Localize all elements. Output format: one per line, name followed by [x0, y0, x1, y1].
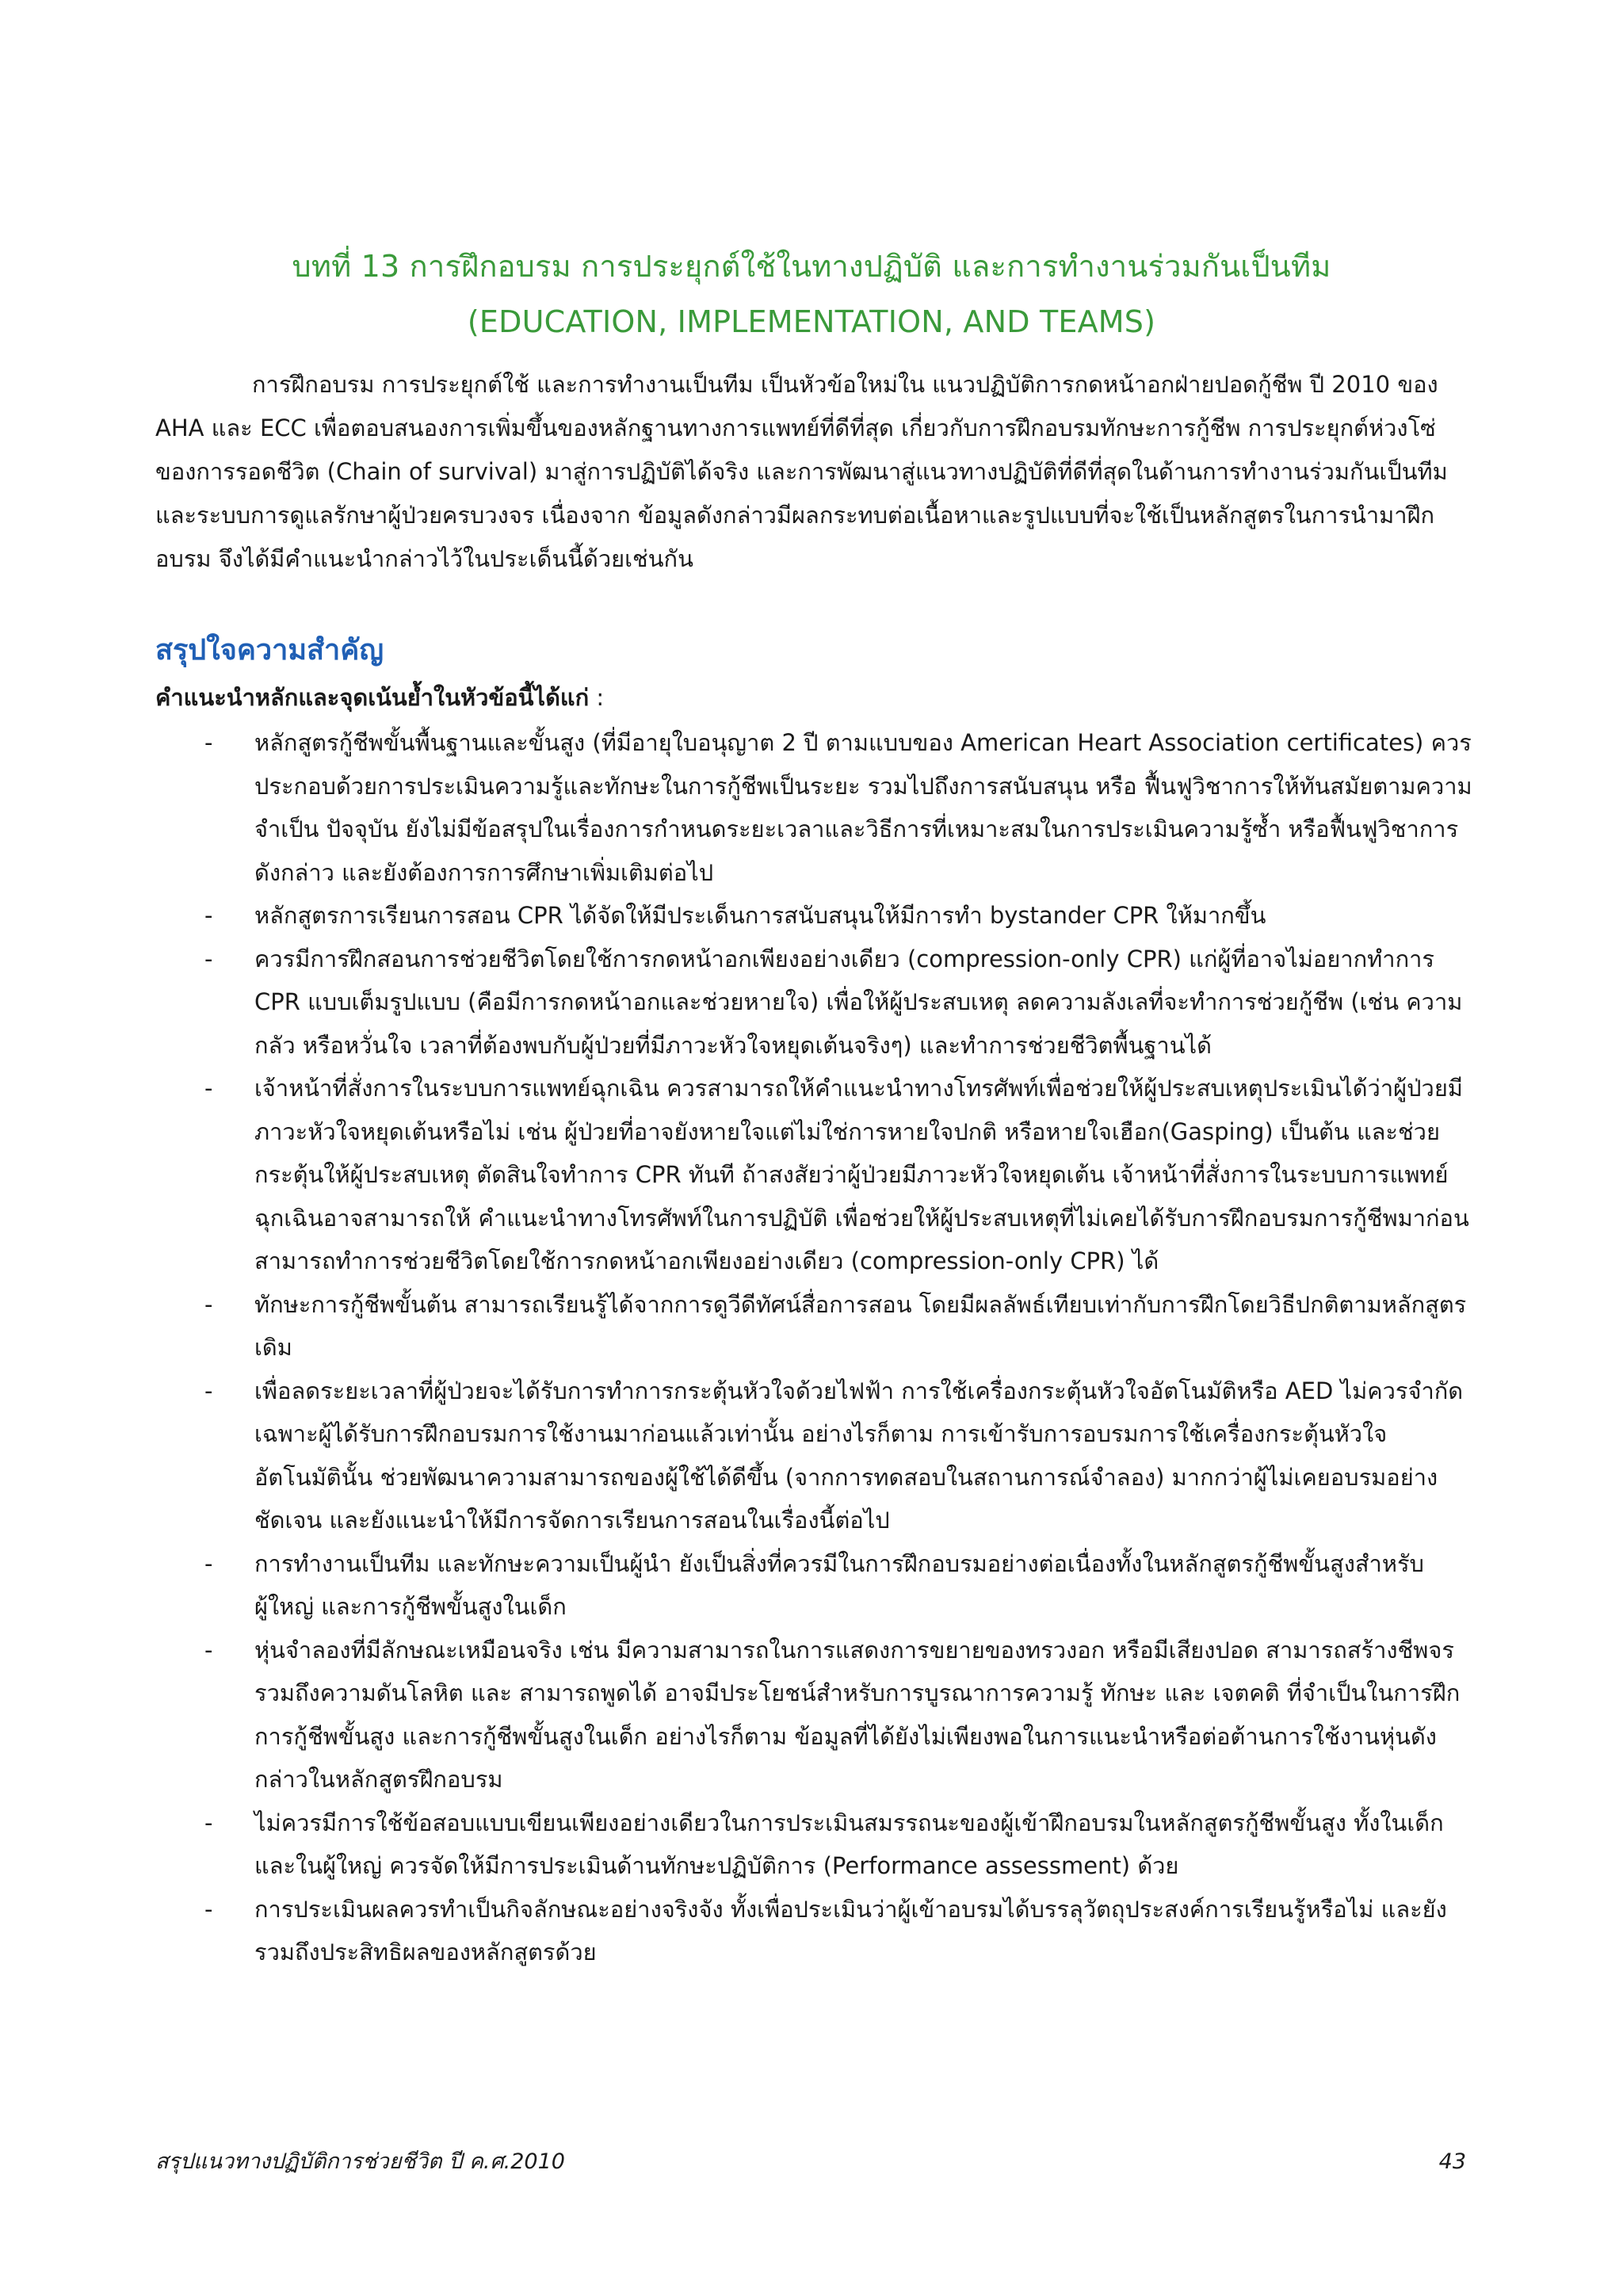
list-item	[155, 721, 1472, 894]
list-item-text: หลักสูตรกู้ชีพขั้นพื้นฐานและขั้นสูง (ที่มีอายุใบอนุญาต 2 ปี ตามแบบของ American Heart Association certificates) ควรประกอบด้วยการประเมินความรู้และทักษะในการกู้ชีพเป็นระยะ รวมไปถึงการสนับสนุน หรือ ฟื้นฟูวิชาการให้ทันสมัยตามความจำเป็น ปัจจุบัน ยังไม่มีข้อสรุปในเรื่องการกำหนดระยะเวลาและวิธีการที่เหมาะสมในการประเมินความรู้ซ้ำ หรือฟื้นฟูวิชาการดังกล่าว และยังต้องการการศึกษาเพิ่มเติมต่อไป	[254, 729, 1472, 886]
list-item-text: หลักสูตรการเรียนการสอน CPR ได้จัดให้มีประเด็นการสนับสนุนให้มีการทำ bystander CPR ให้มากขึ้น	[254, 902, 1266, 929]
list-item-text: เจ้าหน้าที่สั่งการในระบบการแพทย์ฉุกเฉิน ควรสามารถให้คำแนะนำทางโทรศัพท์เพื่อช่วยให้ผู้ประสบเหตุประเมินได้ว่าผู้ป่วยมีภาวะหัวใจหยุดเต้นหรือไม่ เช่น ผู้ป่วยที่อาจยังหายใจแต่ไม่ใช่การหายใจปกติ หรือหายใจเฮือก(Gasping) เป็นต้น และช่วยกระตุ้นให้ผู้ประสบเหตุ ตัดสินใจทำการ CPR ทันที ถ้าสงสัยว่าผู้ป่วยมีภาวะหัวใจหยุดเต้น เจ้าหน้าที่สั่งการในระบบการแพทย์ฉุกเฉินอาจสามารถให้ คำแนะนำทางโทรศัพท์ในการปฏิบัติ เพื่อช่วยให้ผู้ประสบเหตุที่ไม่เคยได้รับการฝึกอบรมการกู้ชีพมาก่อน สามารถทำการช่วยชีวิตโดยใช้การกดหน้าอกเพียงอย่างเดียว (compression-only CPR) ได้	[254, 1075, 1469, 1274]
list-item	[155, 1067, 1472, 1283]
chapter-title-english: (EDUCATION, IMPLEMENTATION, AND TEAMS)	[467, 304, 1156, 339]
bullet-dash: -	[204, 902, 213, 929]
bullet-dash: -	[204, 1075, 213, 1102]
list-item	[155, 894, 1472, 938]
list-item-text: หุ่นจำลองที่มีลักษณะเหมือนจริง เช่น มีความสามารถในการแสดงการขยายของทรวงอก หรือมีเสียงปอด สามารถสร้างชีพจร รวมถึงความดันโลหิต และ สามารถพูดได้ อาจมีประโยชน์สำหรับการบูรณาการความรู้ ทักษะ และ เจตคติ ที่จำเป็นในการฝึกการกู้ชีพขั้นสูง และการกู้ชีพขั้นสูงในเด็ก อย่างไรก็ตาม ข้อมูลที่ได้ยังไม่เพียงพอในการแนะนำหรือต่อต้านการใช้งานหุ่นดังกล่าวในหลักสูตรฝึกอบรม	[254, 1636, 1461, 1793]
list-item	[155, 1629, 1472, 1801]
list-item	[155, 1888, 1472, 1974]
bullet-dash: -	[204, 1549, 213, 1577]
bullet-dash: -	[204, 729, 213, 756]
recommendation-list	[155, 721, 1472, 1974]
page-number: 43	[1438, 2149, 1466, 2174]
list-item	[155, 1801, 1472, 1888]
list-item-text: ทักษะการกู้ชีพขั้นต้น สามารถเรียนรู้ได้จากการดูวีดีทัศน์สื่อการสอน โดยมีผลลัพธ์เทียบเท่ากับการฝึกโดยวิธีปกติตามหลักสูตรเดิม	[254, 1290, 1467, 1361]
intro-paragraph: การฝึกอบรม การประยุกต์ใช้ และการทำงานเป็นทีม เป็นหัวข้อใหม่ใน แนวปฏิบัติการกดหน้าอกฝ่ายปอดกู้ชีพ ปี 2010 ของ AHA และ ECC เพื่อตอบสนองการเพิ่มขึ้นของหลักฐานทางการแพทย์ที่ดีที่สุด เกี่ยวกับการฝึกอบรมทักษะการกู้ชีพ การประยุกต์ห่วงโซ่ของการรอดชีวิต (Chain of survival) มาสู่การปฏิบัติได้จริง และการพัฒนาสู่แนวทางปฏิบัติที่ดีที่สุดในด้านการทำงานร่วมกันเป็นทีม และระบบการดูแลรักษาผู้ป่วยครบวงจร เนื่องจาก ข้อมูลดังกล่าวมีผลกระทบต่อเนื้อหาและรูปแบบที่จะใช้เป็นหลักสูตรในการนำมาฝึกอบรม จึงได้มีคำแนะนำกล่าวไว้ในประเด็นนี้ด้วยเช่นกัน	[155, 371, 1448, 572]
bullet-dash: -	[204, 945, 213, 972]
list-item-text: ควรมีการฝึกสอนการช่วยชีวิตโดยใช้การกดหน้าอกเพียงอย่างเดียว (compression-only CPR) แก่ผู้ที่อาจไม่อยากทำการ CPR แบบเต็มรูปแบบ (คือมีการกดหน้าอกและช่วยหายใจ) เพื่อให้ผู้ประสบเหตุ ลดความลังเลที่จะทำการช่วยกู้ชีพ (เช่น ความกลัว หรือหวั่นใจ เวลาที่ต้องพบกับผู้ป่วยที่มีภาวะหัวใจหยุดเต้นจริงๆ) และทำการช่วยชีวิตพื้นฐานได้	[254, 945, 1463, 1059]
bullet-dash: -	[204, 1290, 213, 1318]
recommendations-lead	[155, 678, 604, 717]
list-item	[155, 1542, 1472, 1629]
list-item	[155, 1283, 1472, 1370]
chapter-title: บทที่ 13 การฝึกอบรม การประยุกต์ใช้ในทางปฏิบัติ และการทำงานร่วมกันเป็นทีม	[292, 249, 1331, 284]
list-item-text: ไม่ควรมีการใช้ข้อสอบแบบเขียนเพียงอย่างเดียวในการประเมินสมรรถนะของผู้เข้าฝึกอบรมในหลักสูตรกู้ชีพขั้นสูง ทั้งในเด็กและในผู้ใหญ่ ควรจัดให้มีการประเมินด้านทักษะปฏิบัติการ (Performance assessment) ด้วย	[254, 1809, 1444, 1879]
list-item-text: เพื่อลดระยะเวลาที่ผู้ป่วยจะได้รับการทำการกระตุ้นหัวใจด้วยไฟฟ้า การใช้เครื่องกระตุ้นหัวใจอัตโนมัติหรือ AED ไม่ควรจำกัดเฉพาะผู้ได้รับการฝึกอบรมการใช้งานมาก่อนแล้วเท่านั้น อย่างไรก็ตาม การเข้ารับการอบรมการใช้เครื่องกระตุ้นหัวใจอัตโนมัตินั้น ช่วยพัฒนาความสามารถของผู้ใช้ได้ดีขึ้น (จากการทดสอบในสถานการณ์จำลอง) มากกว่าผู้ไม่เคยอบรมอย่างชัดเจน และยังแนะนำให้มีการจัดการเรียนการสอนในเรื่องนี้ต่อไป	[254, 1377, 1464, 1534]
list-item-text: การประเมินผลควรทำเป็นกิจลักษณะอย่างจริงจัง ทั้งเพื่อประเมินว่าผู้เข้าอบรมได้บรรลุวัตถุประสงค์การเรียนรู้หรือไม่ และยังรวมถึงประสิทธิผลของหลักสูตรด้วย	[254, 1895, 1447, 1966]
list-item-text: การทำงานเป็นทีม และทักษะความเป็นผู้นำ ยังเป็นสิ่งที่ควรมีในการฝึกอบรมอย่างต่อเนื่องทั้งในหลักสูตรกู้ชีพขั้นสูงสำหรับผู้ใหญ่ และการกู้ชีพขั้นสูงในเด็ก	[254, 1549, 1424, 1620]
bullet-dash: -	[204, 1377, 213, 1404]
recommendations-lead-bold: คำแนะนำหลักและจุดเน้นย้ำในหัวข้อนี้ได้แก่	[155, 684, 590, 711]
footer-title: สรุปแนวทางปฏิบัติการช่วยชีวิต ปี ค.ศ.2010	[155, 2149, 565, 2174]
bullet-dash: -	[204, 1809, 213, 1836]
list-item	[155, 1370, 1472, 1542]
bullet-dash: -	[204, 1895, 213, 1923]
bullet-dash: -	[204, 1636, 213, 1664]
summary-heading: สรุปใจความสำคัญ	[155, 634, 384, 667]
list-item	[155, 938, 1472, 1068]
recommendations-lead-suffix: :	[589, 684, 605, 711]
